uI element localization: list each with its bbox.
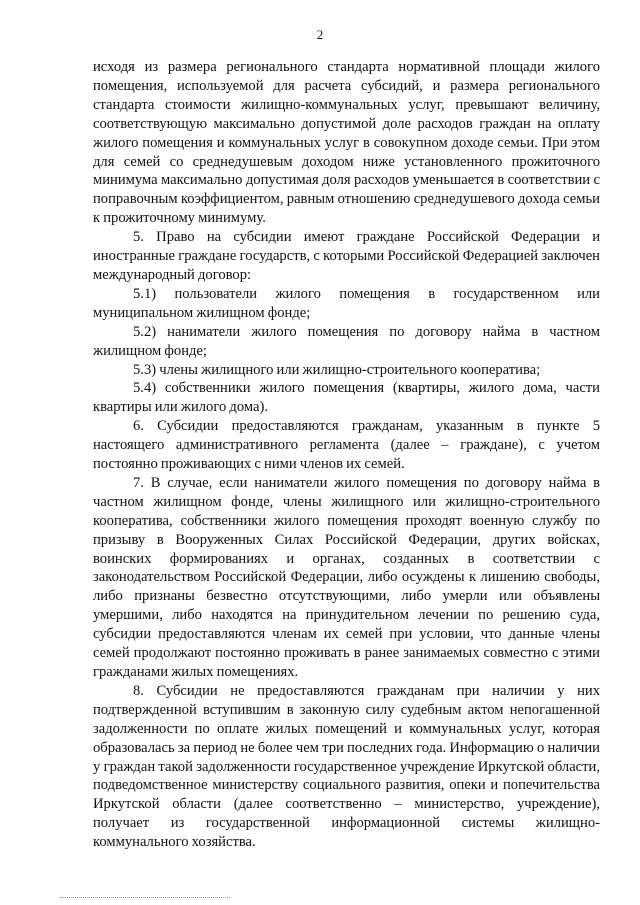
paragraph-continuation: исходя из размера регионального стандарта нормативной площади жилого помещения, используемой для расчета субсидий, и размера регионального стандарта стоимости жилищно-коммунальных услуг, превышают величину, соответствующую максимально допустимой доле расходов граждан на оплату жилого помещения и коммунальных услуг в совокупном доходе семьи. При этом для семей со среднедушевым доходом ниже установленного прожиточного минимума максимально допустимая доля расходов уменьшается в соответствии с поправочным коэффициентом, равным отношению среднедушевого дохода семьи к прожиточному минимуму. [93,59,600,227]
document-body [93,58,600,852]
paragraph-item-5-4: 5.4) собственники жилого помещения (квартиры, жилого дома, части квартиры или жилого дома). [93,380,600,416]
footer-divider [60,897,230,898]
paragraph-item-5-1: 5.1) пользователи жилого помещения в государственном или муниципальном жилищном фонде; [93,285,600,321]
paragraph-item-5-2: 5.2) наниматели жилого помещения по договору найма в частном жилищном фонде; [93,323,600,359]
paragraph-item-5-3: 5.3) члены жилищного или жилищно-строительного кооператива; [133,361,541,378]
paragraph-item-7: 7. В случае, если наниматели жилого помещения по договору найма в частном жилищном фонде, члены жилищного или жилищно-строительного кооператива, собственники жилого помещения проходят военную службу по призыву в Вооруженных Силах Российской Федерации, других войсках, воинских формированиях и органах, созданных в соответствии с законодательством Российской Федерации, либо осуждены к лишению свободы, либо признаны безвестно отсутствующими, либо умерли или объявлены умершими, либо находятся на принудительном лечении по решению суда, субсидии предоставляются членам их семей при условии, что данные члены семей продолжают постоянно проживать в ранее занимаемых совместно с этими гражданами жилых помещениях. [93,474,600,680]
paragraph-item-8: 8. Субсидии не предоставляются гражданам при наличии у них подтвержденной вступившим в законную силу судебным актом непогашенной задолженности по оплате жилых помещений и коммунальных услуг, которая образовалась за период не более чем три последних года. Информацию о наличии у граждан такой задолженности государственное учреждение Иркутской области, подведомственное министерству социального развития, опеки и попечительства Иркутской области (далее соответственно – министерство, учреждение), получает из государственной информационной системы жилищно-коммунального хозяйства. [93,682,600,851]
page-number: 2 [316,27,324,42]
paragraph-item-6: 6. Субсидии предоставляются гражданам, указанным в пункте 5 настоящего административного регламента (далее – граждане), с учетом постоянно проживающих с ними членов их семей. [93,418,600,473]
paragraph-item-5: 5. Право на субсидии имеют граждане Российской Федерации и иностранные граждане государств, с которыми Российской Федерацией заключен международный договор: [93,229,600,283]
